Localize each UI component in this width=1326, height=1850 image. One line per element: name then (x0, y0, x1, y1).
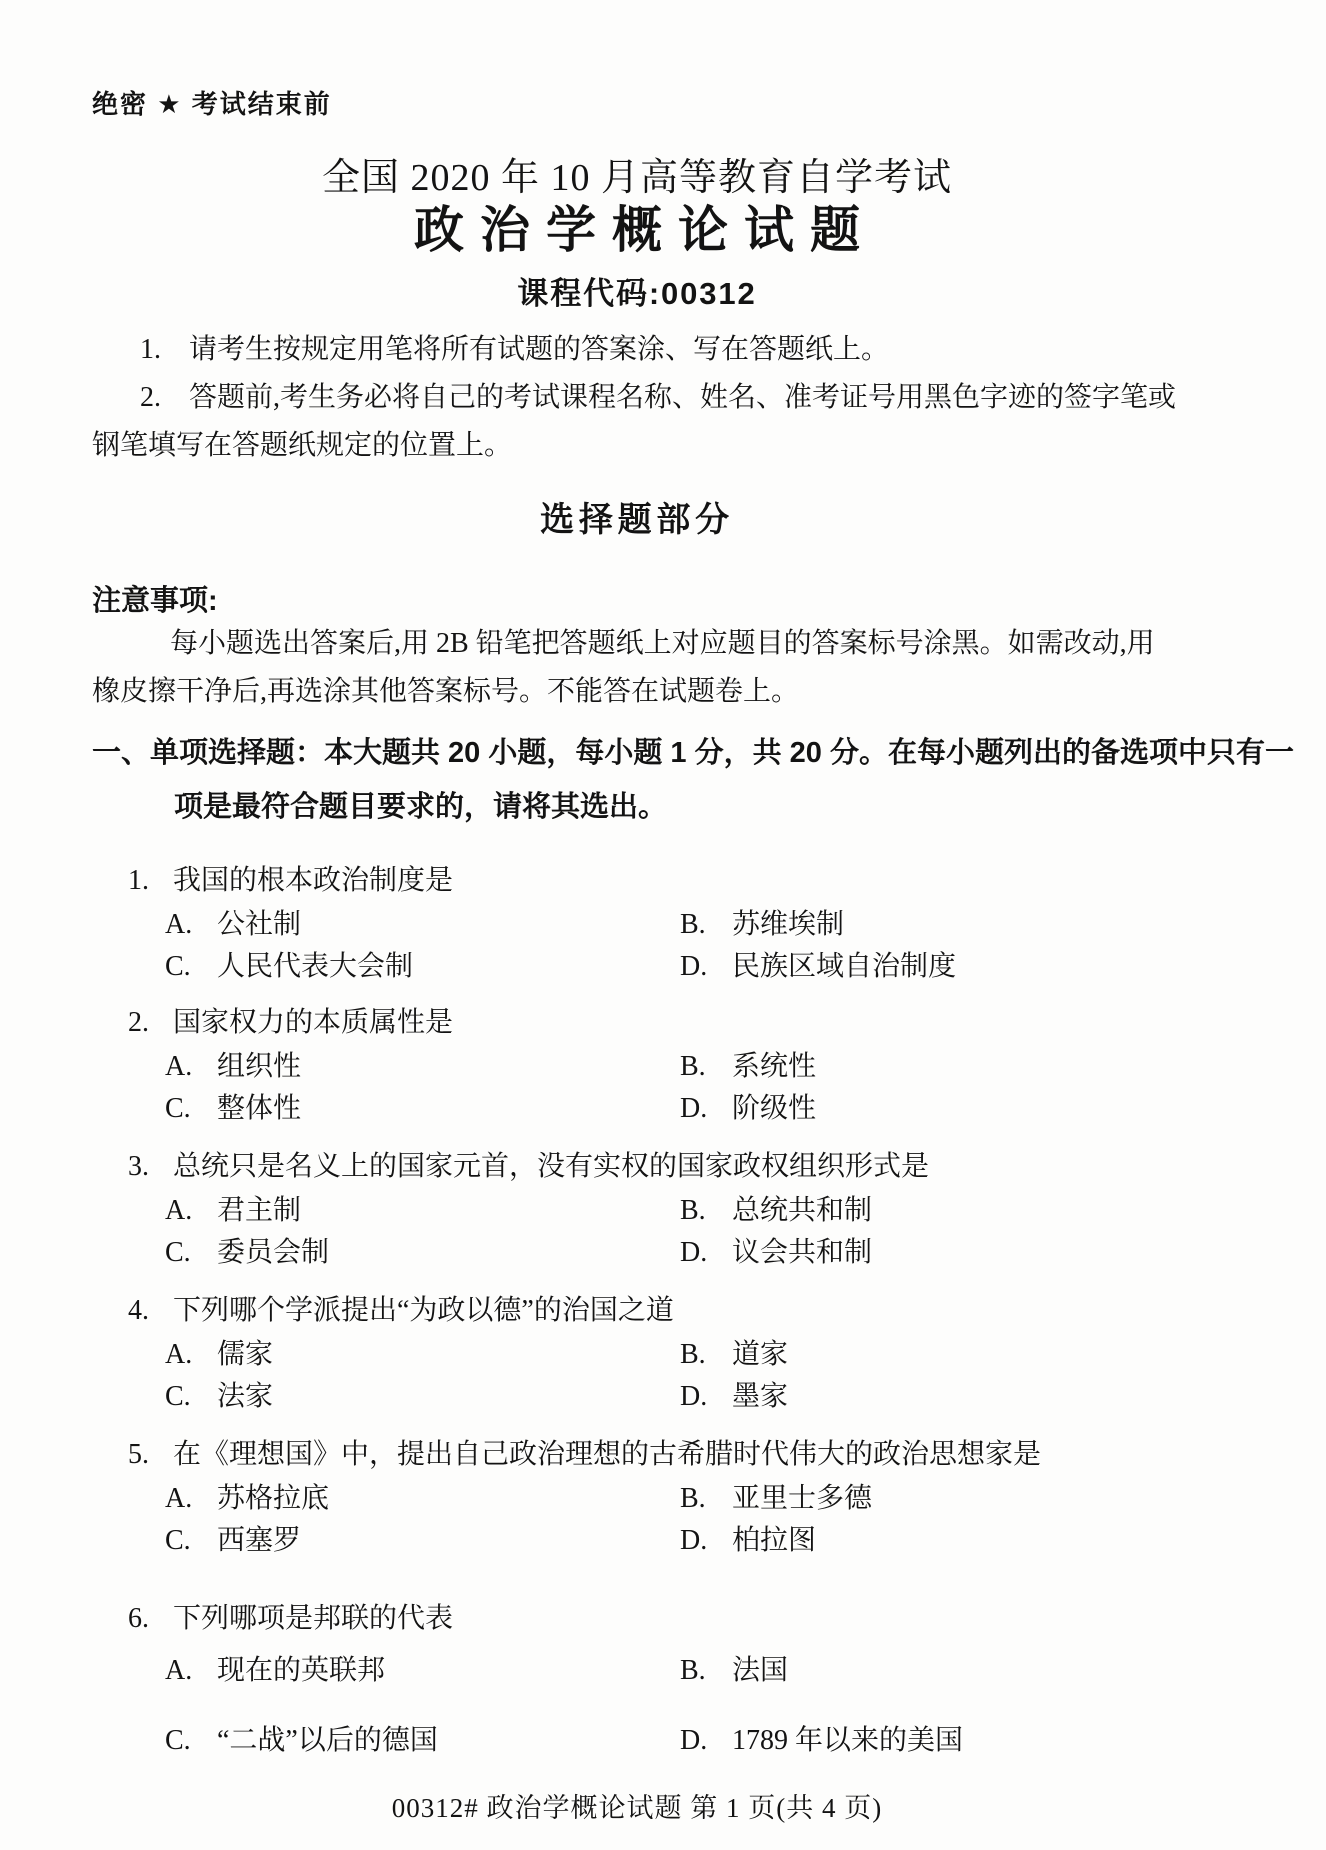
question-2 (92, 1000, 1212, 1130)
option-text: 墨家 (732, 1381, 789, 1412)
option-label: C. (165, 1093, 191, 1124)
question-stem: 总统只是名义上的国家元首，没有实权的国家政权组织形式是 (173, 1151, 930, 1182)
option-text: 阶级性 (732, 1093, 817, 1124)
option-text: 苏格拉底 (217, 1483, 330, 1514)
option-label: D. (680, 1381, 708, 1412)
option-text: 君主制 (217, 1195, 302, 1226)
option-label: A. (165, 1483, 193, 1514)
question-number: 2. (128, 1007, 149, 1038)
paper-title: 政治学概论试题 (414, 202, 876, 258)
option-label: A. (165, 909, 193, 940)
option-label: B. (680, 1655, 706, 1686)
option-text: 儒家 (217, 1339, 274, 1370)
option-d (680, 1720, 1212, 1762)
option-d (680, 1520, 1212, 1562)
section-header: 选择题部分 (540, 501, 734, 539)
option-text: 整体性 (217, 1093, 302, 1124)
option-a (165, 904, 680, 946)
options-grid (165, 1046, 1212, 1130)
options-grid (165, 1190, 1212, 1274)
option-b (680, 1046, 1212, 1088)
option-text: 苏维埃制 (732, 909, 845, 940)
option-text: 议会共和制 (732, 1237, 873, 1268)
option-label: D. (680, 1237, 708, 1268)
option-text: 法家 (217, 1381, 274, 1412)
option-d (680, 1376, 1212, 1418)
question-stem: 国家权力的本质属性是 (173, 1007, 454, 1038)
option-b (680, 1650, 1212, 1692)
question-number: 6. (128, 1603, 149, 1634)
general-instruction-2: 2. 答题前,考生务必将自己的考试课程名称、姓名、准考证号用黑色字迹的签字笔或钢笔填写在答题纸规定的位置上。 (92, 382, 1177, 461)
security-notice: 绝密 ★ 考试结束前 (92, 89, 332, 119)
option-a (165, 1190, 680, 1232)
course-code: 课程代码:00312 (517, 276, 757, 311)
question-number: 4. (128, 1295, 149, 1326)
option-text: 西塞罗 (217, 1525, 302, 1556)
question-number: 1. (128, 865, 149, 896)
option-label: B. (680, 1483, 706, 1514)
option-c (165, 1720, 680, 1762)
option-text: 现在的英联邦 (217, 1655, 386, 1686)
option-c (165, 946, 680, 988)
option-label: B. (680, 909, 706, 940)
page-footer: 00312# 政治学概论试题 第 1 页(共 4 页) (391, 1793, 883, 1823)
option-label: D. (680, 1525, 708, 1556)
question-stem: 下列哪项是邦联的代表 (173, 1603, 454, 1634)
option-label: B. (680, 1195, 706, 1226)
option-text: 委员会制 (217, 1237, 330, 1268)
option-text: 组织性 (217, 1051, 302, 1082)
option-text: 法国 (732, 1655, 789, 1686)
general-instruction-1: 1. 请考生按规定用笔将所有试题的答案涂、写在答题纸上。 (140, 334, 890, 365)
option-c (165, 1520, 680, 1562)
option-text: 系统性 (732, 1051, 817, 1082)
option-label: C. (165, 1725, 191, 1756)
option-label: B. (680, 1051, 706, 1082)
question-number: 3. (128, 1151, 149, 1182)
option-b (680, 1190, 1212, 1232)
option-text: 公社制 (217, 909, 302, 940)
options-grid (165, 1650, 1212, 1762)
part-one-heading: 一、单项选择题：本大题共 20 小题，每小题 1 分，共 20 分。在每小题列出的备选项中只有一项是最符合题目要求的，请将其选出。 (92, 737, 1294, 823)
option-label: A. (165, 1655, 193, 1686)
option-a (165, 1650, 680, 1692)
option-label: C. (165, 1525, 191, 1556)
notes-heading: 注意事项: (92, 585, 218, 617)
option-label: C. (165, 951, 191, 982)
option-label: A. (165, 1051, 193, 1082)
option-text: 亚里士多德 (732, 1483, 873, 1514)
option-a (165, 1478, 680, 1520)
option-d (680, 946, 1212, 988)
option-label: A. (165, 1339, 193, 1370)
question-stem: 我国的根本政治制度是 (173, 865, 454, 896)
question-5 (92, 1432, 1212, 1562)
option-label: D. (680, 1725, 708, 1756)
option-text: 柏拉图 (732, 1525, 817, 1556)
option-label: C. (165, 1237, 191, 1268)
options-grid (165, 1478, 1212, 1562)
option-a (165, 1046, 680, 1088)
option-text: 民族区域自治制度 (732, 951, 957, 982)
option-label: B. (680, 1339, 706, 1370)
option-text: 人民代表大会制 (217, 951, 414, 982)
option-label: D. (680, 1093, 708, 1124)
option-d (680, 1232, 1212, 1274)
notes-paragraph: 每小题选出答案后,用 2B 铅笔把答题纸上对应题目的答案标号涂黑。如需改动,用橡皮擦干净后,再选涂其他答案标号。不能答在试题卷上。 (92, 628, 1155, 707)
options-grid (165, 1334, 1212, 1418)
option-text: 道家 (732, 1339, 789, 1370)
options-grid (165, 904, 1212, 988)
option-label: D. (680, 951, 708, 982)
option-label: A. (165, 1195, 193, 1226)
option-a (165, 1334, 680, 1376)
question-stem: 在《理想国》中，提出自己政治理想的古希腊时代伟大的政治思想家是 (173, 1439, 1042, 1470)
option-label: C. (165, 1381, 191, 1412)
option-b (680, 1334, 1212, 1376)
option-d (680, 1088, 1212, 1130)
option-text: “二战”以后的德国 (217, 1725, 438, 1756)
question-3 (92, 1144, 1212, 1274)
option-c (165, 1088, 680, 1130)
option-b (680, 904, 1212, 946)
question-1 (92, 858, 1212, 988)
option-text: 总统共和制 (732, 1195, 873, 1226)
exam-title: 全国 2020 年 10 月高等教育自学考试 (321, 157, 952, 199)
question-4 (92, 1288, 1212, 1418)
option-b (680, 1478, 1212, 1520)
question-stem: 下列哪个学派提出“为政以德”的治国之道 (173, 1295, 674, 1326)
question-number: 5. (128, 1439, 149, 1470)
question-6 (92, 1596, 1212, 1762)
option-c (165, 1376, 680, 1418)
option-c (165, 1232, 680, 1274)
option-text: 1789 年以来的美国 (732, 1725, 964, 1756)
